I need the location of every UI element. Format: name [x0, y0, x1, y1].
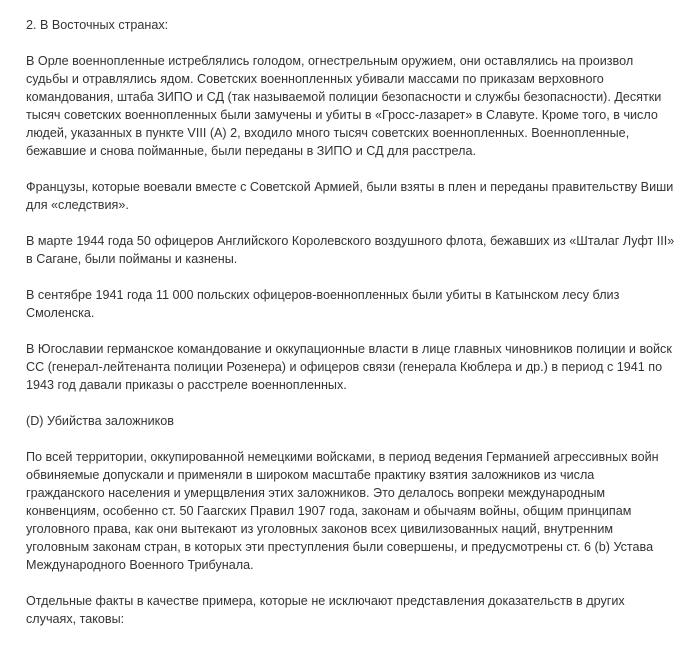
section-heading-eastern-countries: 2. В Восточных странах: — [26, 18, 169, 32]
section-heading-hostages: (D) Убийства заложников — [26, 414, 174, 428]
paragraph-examples: Отдельные факты в качестве примера, которые не исключают представления доказательств в других случаях, таковы: — [26, 594, 625, 626]
paragraph-march-1944: В марте 1944 года 50 офицеров Английского Королевского воздушного флота, бежавших из «Шталаг Луфт III» в Сагане, были пойманы и казнены. — [26, 234, 675, 266]
paragraph-hostages: По всей территории, оккупированной немецкими войсками, в период ведения Германией агрессивных войн обвиняемые допускали и применяли в широком масштабе практику взятия заложников из числа гражданского населения и умерщвления этих заложников. Это делалось вопреки международным конвенциям, особенно ст. 50 Гаагских Правил 1907 года, законам и обычаям войны, общим принципам уголовного права, как они вытекают из уголовных законов всех цивилизованных наций, внутренним уголовным законам стран, в которых эти преступления были совершены, и предусмотрены ст. 6 (b) Устава Международного Военного Трибунала. — [26, 450, 659, 572]
paragraph-orel: В Орле военнопленные истреблялись голодом, огнестрельным оружием, они оставлялись на произвол судьбы и отравлялись ядом. Советских военнопленных убивали массами по приказам верховного командования, штаба ЗИПО и СД (так называемой полиции безопасности и службы безопасности). Десятки тысяч советских военнопленных были замучены и убиты в «Гросс-лазарет» в Славуте. Кроме того, в число людей, указанных в пункте VIII (А) 2, входило много тысяч советских военнопленных. Военнопленные, бежавшие и снова пойманные, были переданы в ЗИПО и СД для расстрела. — [26, 54, 662, 158]
paragraph-french: Французы, которые воевали вместе с Советской Армией, были взяты в плен и переданы правительству Виши для «следствия». — [26, 180, 674, 212]
paragraph-katyn: В сентябре 1941 года 11 000 польских офицеров-военнопленных были убиты в Катынском лесу близ Смоленска. — [26, 288, 620, 320]
document-body — [26, 16, 676, 646]
paragraph-yugoslavia: В Югославии германское командование и оккупационные власти в лице главных чиновников полиции и войск СС (генерал-лейтенанта полиции Розенера) и офицеров связи (генерала Кюблера и др.) в период с 1941 по 1943 год давали приказы о расстреле военнопленных. — [26, 342, 672, 392]
